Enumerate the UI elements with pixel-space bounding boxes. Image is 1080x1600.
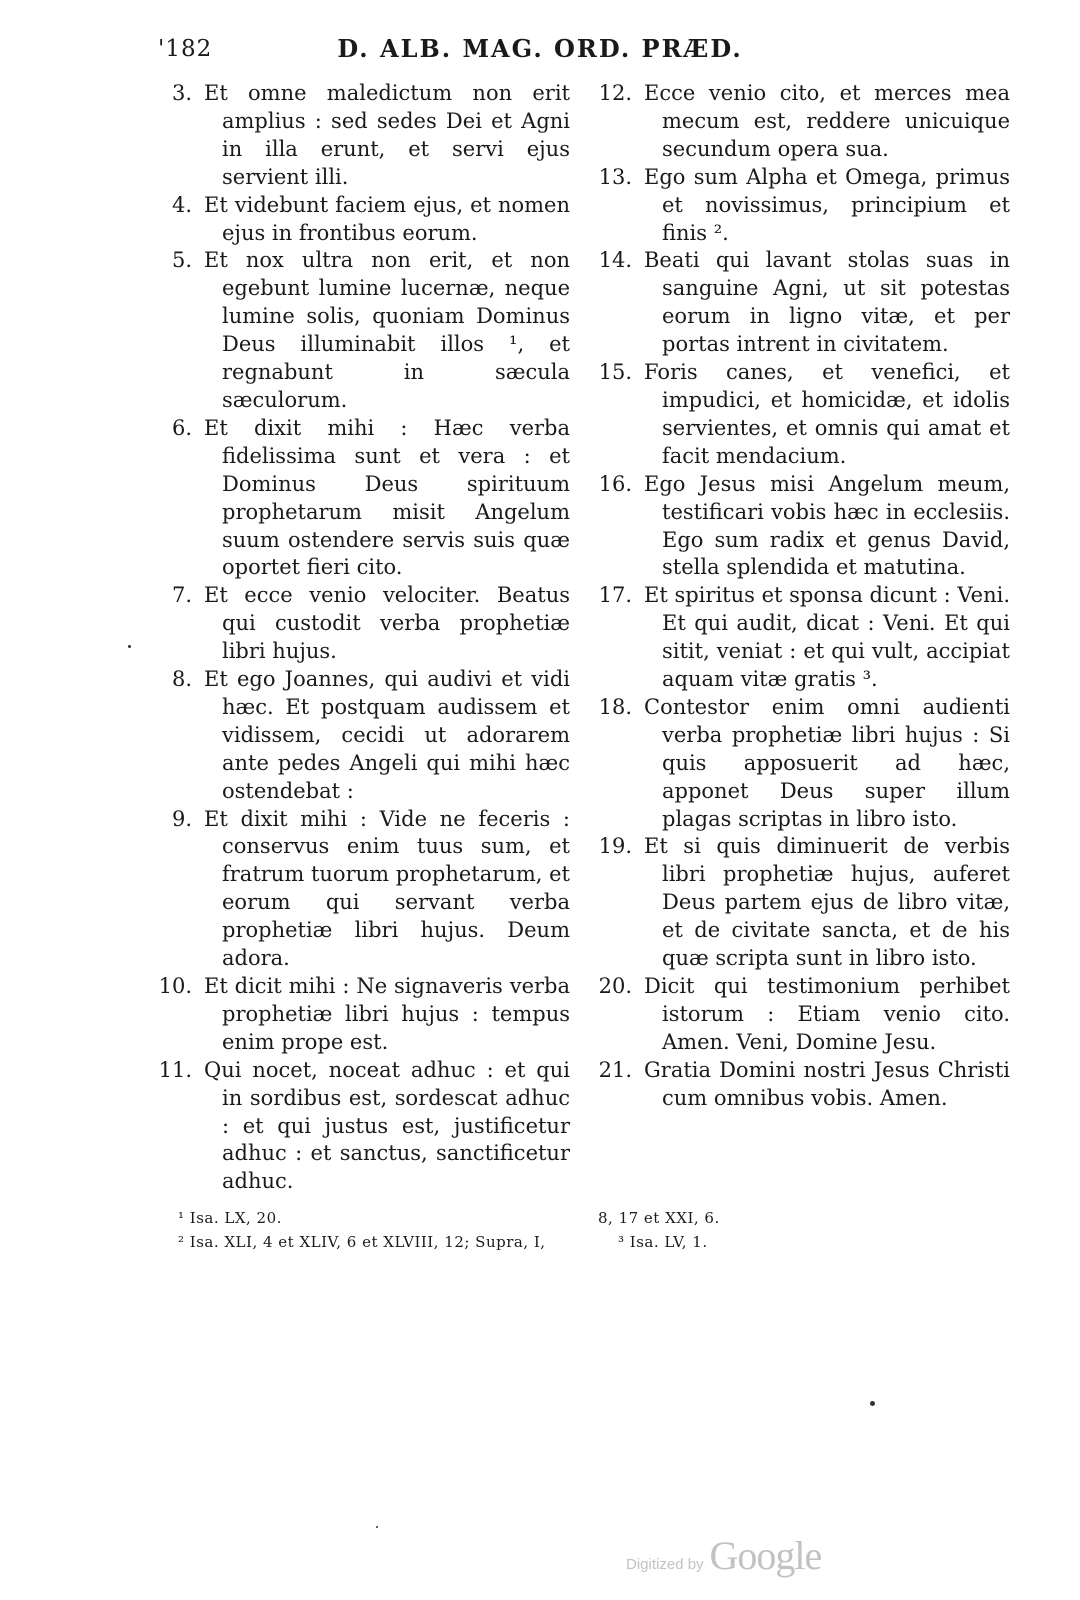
verse (150, 666, 570, 806)
verse (590, 1057, 1010, 1113)
verse (150, 973, 570, 1057)
verse-text: Foris canes, et venefici, et impudici, et homicidæ, et idolis servientes, et omnis qui amat et facit mendacium. (644, 360, 1010, 468)
verse-text: Gratia Domini nostri Jesus Christi cum omnibus vobis. Amen. (644, 1057, 1010, 1110)
verse (590, 359, 1010, 471)
verse-text: Et ego Joannes, qui audivi et vidi hæc. Et postquam audissem et vidissem, cecidi ut adorarem ante pedes Angeli qui mihi hæc ostendebat : (204, 667, 570, 803)
verse-number: 11. (158, 1057, 192, 1082)
verse (150, 415, 570, 582)
verse (150, 80, 570, 192)
verse-text: Contestor enim omni audienti verba prophetiæ libri hujus : Si quis apposuerit ad hæc, apponet Deus super illum plagas scriptas in libro isto. (644, 694, 1010, 831)
verse-text: Ego sum Alpha et Omega, primus et novissimus, principium et finis ². (644, 164, 1010, 245)
verse-text: Ego Jesus misi Angelum meum, testificari vobis hæc in ecclesiis. Ego sum radix et genus David, stella splendida et matutina. (644, 471, 1010, 580)
verse-number: 16. (598, 471, 632, 496)
verse-number: 10. (158, 974, 192, 998)
verse (590, 80, 1010, 164)
verse-text: Et nox ultra non erit, et non egebunt lumine lucernæ, neque lumine solis, quoniam Dominus Deus illuminabit illos ¹, et regnabunt in sæcula sæculorum. (204, 248, 570, 412)
verse-number: 9. (171, 806, 192, 831)
verse-number: 3. (171, 81, 192, 105)
verse-number: 20. (598, 974, 632, 998)
verse (590, 694, 1010, 834)
verse-text: Dicit qui testimonium perhibet istorum : Etiam venio cito. Amen. Veni, Domine Jesu. (644, 974, 1010, 1054)
verse-number: 18. (598, 694, 632, 719)
left-column (150, 80, 570, 1196)
verse (150, 192, 570, 248)
verse-number: 21. (598, 1057, 632, 1082)
footnote: ¹ Isa. LX, 20. (178, 1209, 282, 1227)
verse-text: Beati qui lavant stolas suas in sanguine Agni, ut sit potestas eorum in ligno vitæ, et per portas intrent in civitatem. (644, 248, 1010, 357)
footnote: ² Isa. XLI, 4 et XLIV, 6 et XLVIII, 12; Supra, I, (178, 1233, 546, 1251)
running-head: D. ALB. MAG. ORD. PRÆD. (337, 34, 743, 63)
verse-number: 13. (598, 164, 632, 189)
verse-number: 7. (171, 583, 192, 608)
verse-text: Et si quis diminuerit de verbis libri prophetiæ hujus, auferet Deus partem ejus de libro vitæ, et de civitate sancta, et de his quæ scripta sunt in libro isto. (644, 834, 1010, 971)
verse-text: Et ecce venio velociter. Beatus qui custodit verba prophetiæ libri hujus. (204, 583, 570, 664)
verse-text: Et dixit mihi : Hæc verba fidelissima sunt et vera : et Dominus Deus spirituum prophetarum misit Angelum suum ostendere servis suis quæ oportet fieri cito. (204, 415, 570, 580)
right-column (590, 80, 1010, 1113)
verse (150, 582, 570, 666)
verse-text: Et dixit mihi : Vide ne feceris : conservus enim tuus sum, et fratrum tuorum prophetarum, et eorum qui servant verba prophetiæ libri hujus. Deum adora. (204, 806, 570, 971)
verse-text: Qui nocet, noceat adhuc : et qui in sordibus est, sordescat adhuc : et qui justus est, justificetur adhuc : et sanctus, sanctificetur adhuc. (204, 1057, 570, 1194)
verse-number: 17. (598, 583, 632, 608)
verse-text: Et omne maledictum non erit amplius : sed sedes Dei et Agni in illa erunt, et servi ejus servient illi. (204, 81, 570, 189)
footnote: ³ Isa. LV, 1. (618, 1233, 708, 1251)
verse (590, 471, 1010, 583)
verse (590, 247, 1010, 359)
digitized-watermark (626, 1532, 821, 1579)
verse-number: 14. (598, 248, 632, 273)
scan-speck (128, 645, 131, 648)
verse-number: 12. (598, 81, 632, 105)
verse-number: 15. (598, 360, 632, 385)
verse (150, 247, 570, 414)
footnotes-right (598, 1206, 998, 1254)
verse (590, 164, 1010, 248)
verse (150, 1057, 570, 1197)
verse (590, 833, 1010, 973)
footnote-continuation: 8, 17 et XXI, 6. (598, 1209, 720, 1227)
watermark-prefix: Digitized by (626, 1556, 704, 1573)
verse-number: 19. (598, 834, 632, 859)
scan-speck (870, 1401, 875, 1406)
page-number: '182 (158, 36, 213, 62)
verse (150, 806, 570, 973)
verse (590, 973, 1010, 1057)
verse-text: Et spiritus et sponsa dicunt : Veni. Et qui audit, dicat : Veni. Et qui sitit, veniat : et qui vult, accipiat aquam vitæ gratis ³. (644, 583, 1010, 692)
verse-number: 5. (171, 248, 192, 273)
footnotes-left (178, 1206, 578, 1254)
verse-number: 6. (171, 415, 192, 440)
scan-speck (376, 1526, 378, 1528)
verse (590, 582, 1010, 694)
verse-text: Et videbunt faciem ejus, et nomen ejus in frontibus eorum. (204, 192, 570, 245)
verse-number: 4. (171, 192, 192, 217)
verse-number: 8. (171, 667, 192, 692)
verse-text: Ecce venio cito, et merces mea mecum est, reddere unicuique secundum opera sua. (644, 81, 1010, 161)
google-logo: Google (709, 1533, 822, 1578)
verse-text: Et dicit mihi : Ne signaveris verba prophetiæ libri hujus : tempus enim prope est. (204, 974, 570, 1054)
